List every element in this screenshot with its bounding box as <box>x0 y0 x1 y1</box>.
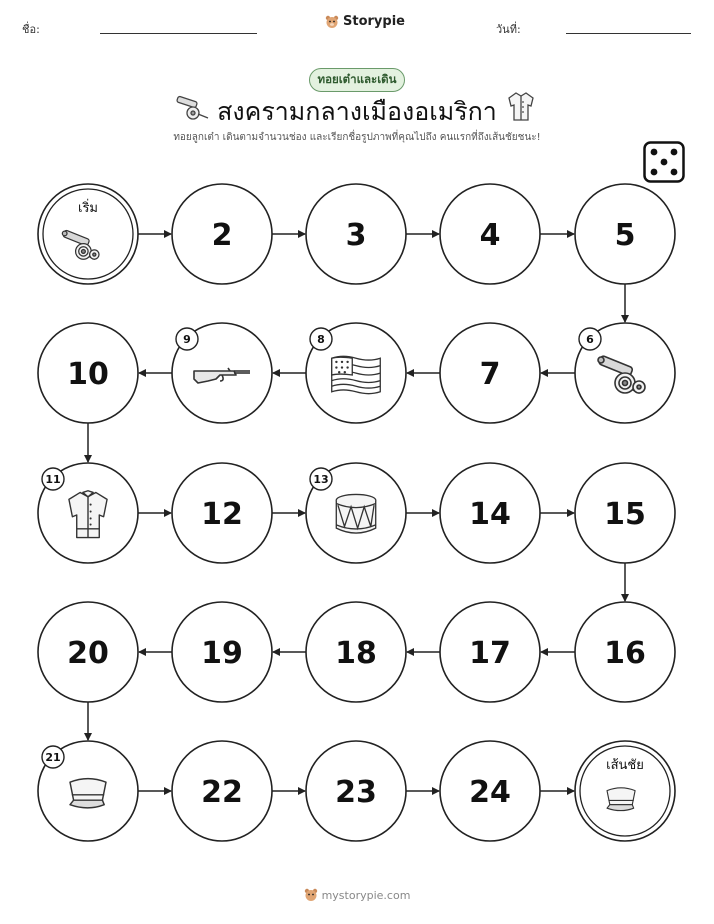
kepi-icon <box>607 788 635 811</box>
board-space-10[interactable] <box>38 323 138 423</box>
space-number: 9 <box>183 333 191 346</box>
board-space-12[interactable] <box>172 463 272 563</box>
space-number: 23 <box>335 775 377 810</box>
name-label: ชื่อ: <box>22 23 40 36</box>
space-number: 24 <box>469 775 511 810</box>
space-number: 11 <box>45 473 61 486</box>
board-space-15[interactable] <box>575 463 675 563</box>
board-space-9[interactable] <box>172 323 272 423</box>
space-number: 2 <box>211 218 233 253</box>
space-number: 22 <box>201 775 243 810</box>
board-space-24[interactable] <box>440 741 540 841</box>
board-space-8[interactable] <box>306 323 406 423</box>
space-number: 15 <box>604 497 646 532</box>
board-layer <box>38 184 675 841</box>
space-number: 19 <box>201 636 243 671</box>
space-number: 10 <box>67 357 109 392</box>
brand-name: Storypie <box>343 14 405 29</box>
footer-url: mystorypie.com <box>321 888 411 902</box>
space-number: 20 <box>67 636 109 671</box>
board-space-16[interactable] <box>575 602 675 702</box>
bear-logo-icon <box>304 888 318 902</box>
board-space-7[interactable] <box>440 323 540 423</box>
board-space-2[interactable] <box>172 184 272 284</box>
space-number: 7 <box>479 357 501 392</box>
board-space-21[interactable] <box>38 741 138 841</box>
space-number: 6 <box>586 333 594 346</box>
board-space-13[interactable] <box>306 463 406 563</box>
board-space-3[interactable] <box>306 184 406 284</box>
page-title: สงครามกลางเมืองอเมริกา <box>217 97 497 126</box>
footer <box>0 888 714 902</box>
space-number: 13 <box>313 473 329 486</box>
space-number: 3 <box>345 218 367 253</box>
space-number: 4 <box>479 218 501 253</box>
board-space-4[interactable] <box>440 184 540 284</box>
board-space-5[interactable] <box>575 184 675 284</box>
board-space-22[interactable] <box>172 741 272 841</box>
date-label: วันที่: <box>496 23 521 36</box>
board-space-19[interactable] <box>172 602 272 702</box>
space-number: 8 <box>317 333 325 346</box>
space-number: 12 <box>201 497 243 532</box>
drum-icon <box>336 494 375 533</box>
space-number: 14 <box>469 497 511 532</box>
flag-icon <box>332 356 381 393</box>
board-space-20[interactable] <box>38 602 138 702</box>
game-type-badge: ทอยเต๋าและเดิน <box>309 68 405 92</box>
finish-label: เส้นชัย <box>606 758 644 773</box>
board-space-11[interactable] <box>38 463 138 563</box>
space-number: 16 <box>604 636 646 671</box>
kepi-icon <box>70 779 106 808</box>
space-number: 17 <box>469 636 511 671</box>
space-number: 21 <box>45 751 61 764</box>
finish-space[interactable] <box>575 741 675 841</box>
board-space-23[interactable] <box>306 741 406 841</box>
start-space[interactable] <box>38 184 138 284</box>
board-space-6[interactable] <box>575 323 675 423</box>
board-space-14[interactable] <box>440 463 540 563</box>
start-label: เริ่ม <box>78 201 98 216</box>
instructions: ทอยลูกเต๋า เดินตามจำนวนช่อง และเรียกชื่อรูปภาพที่คุณไปถึง คนแรกที่ถึงเส้นชัยชนะ! <box>173 132 541 143</box>
dice-icon <box>643 141 685 183</box>
board-space-17[interactable] <box>440 602 540 702</box>
space-number: 5 <box>614 218 636 253</box>
board-space-18[interactable] <box>306 602 406 702</box>
space-number: 18 <box>335 636 377 671</box>
